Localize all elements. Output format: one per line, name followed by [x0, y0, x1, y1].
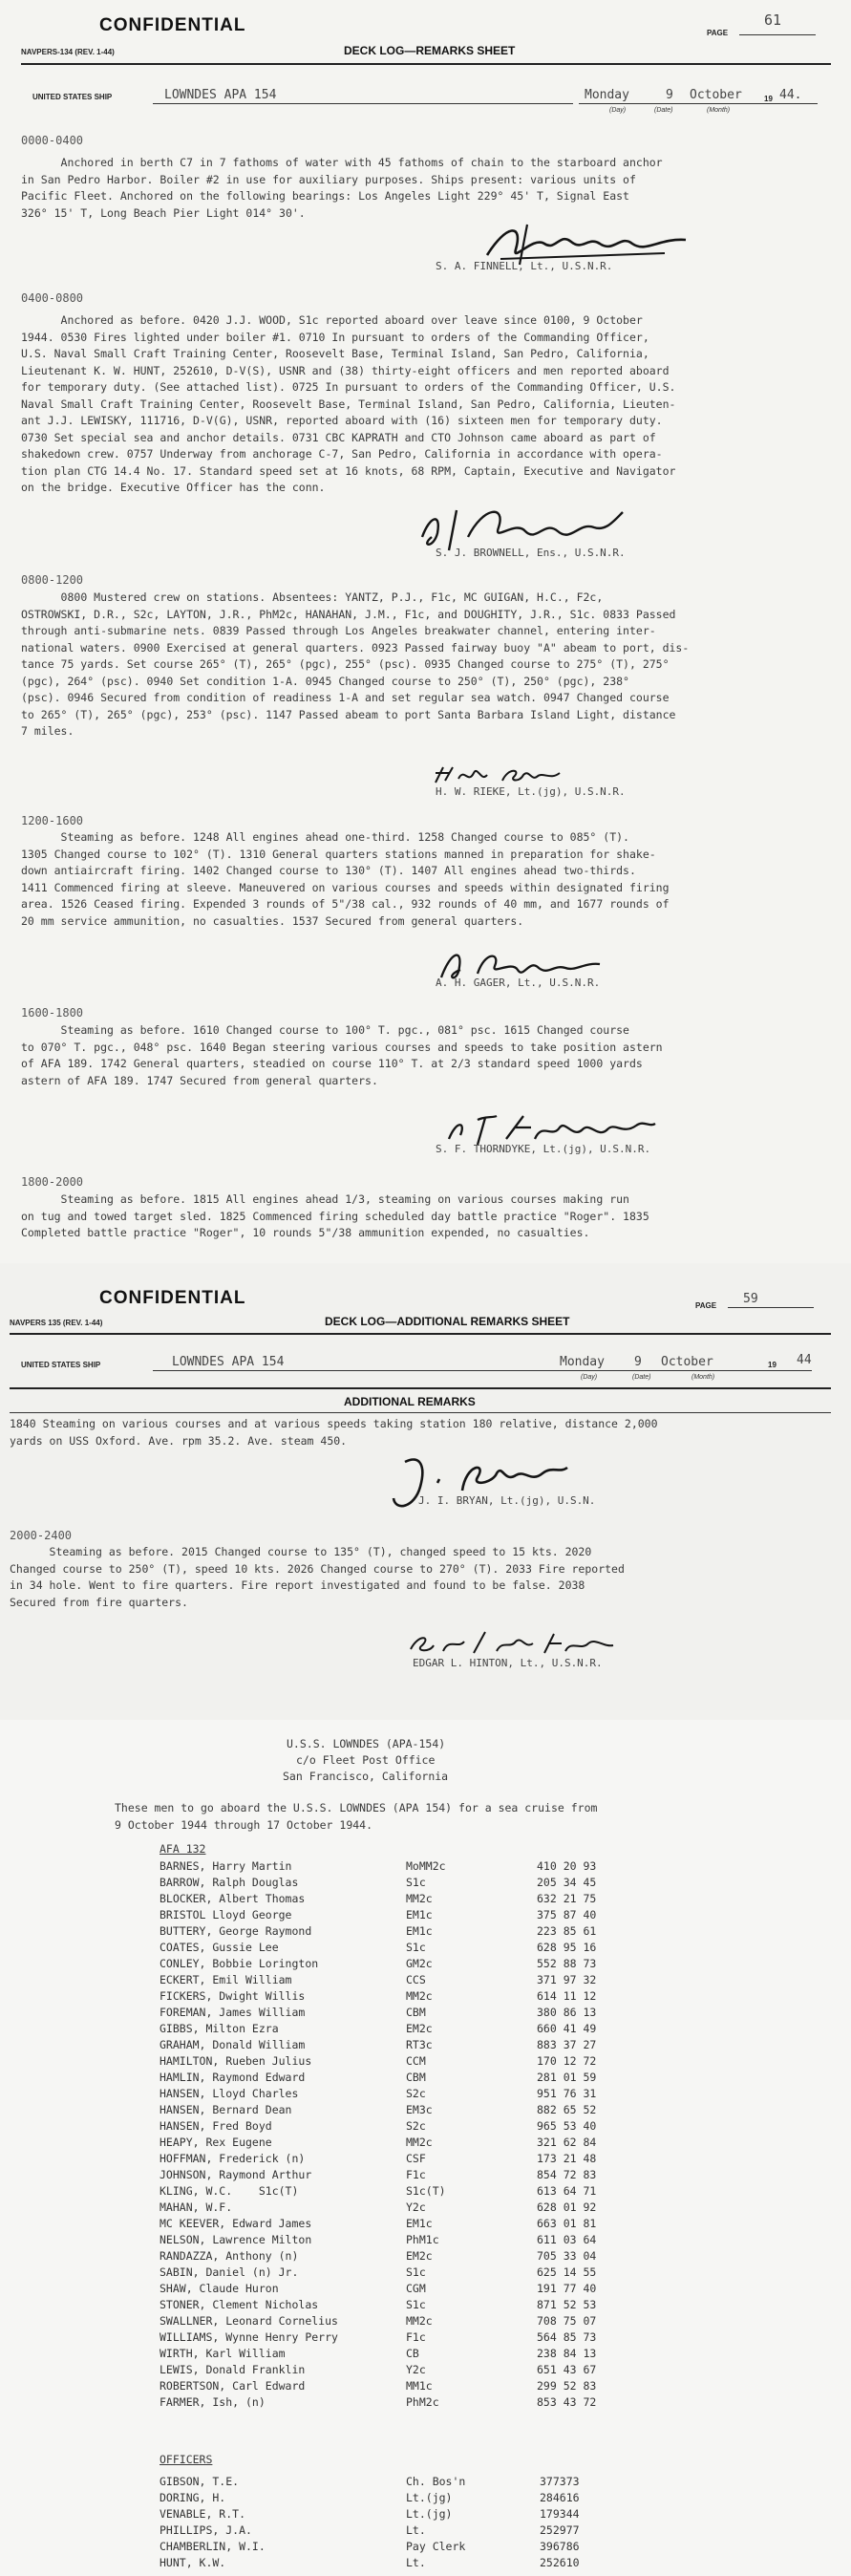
roster-name: CONLEY, Bobbie Lorington [160, 1957, 319, 1970]
roster-name: FARMER, Ish, (n) [160, 2395, 266, 2409]
roster-service-number: 205 34 45 [537, 1876, 597, 1889]
roster-name: HANSEN, Fred Boyd [160, 2119, 272, 2133]
roster-row [0, 2136, 851, 2152]
roster-rate: EM2c [406, 2022, 433, 2035]
roster-name: MAHAN, W.F. [160, 2200, 233, 2214]
signature-name: EDGAR L. HINTON, Lt., U.S.N.R. [413, 1657, 603, 1669]
roster-rate: CBM [406, 2071, 426, 2084]
log-date: 9 [666, 88, 673, 102]
roster-service-number: 170 12 72 [537, 2054, 597, 2068]
roster-name: CHAMBERLIN, W.I. [160, 2540, 266, 2553]
roster-row [0, 2556, 851, 2572]
roster-name: HAMILTON, Rueben Julius [160, 2054, 312, 2068]
log-year: 44. [779, 88, 802, 102]
roster-service-number: 628 95 16 [537, 1941, 597, 1954]
year-prefix: 19 [768, 1361, 777, 1369]
roster-row [0, 2184, 851, 2200]
roster-rate: S1c [406, 1876, 426, 1889]
roster-name: ECKERT, Emil William [160, 1973, 292, 1986]
roster-service-number: 660 41 49 [537, 2022, 597, 2035]
roster-rate: EM2c [406, 2249, 433, 2263]
roster-row [0, 2103, 851, 2119]
roster-rate: MM1c [406, 2379, 433, 2393]
signature-name: S. A. FINNELL, Lt., U.S.N.R. [436, 260, 613, 272]
watch-heading: 0000-0400 [21, 134, 84, 147]
roster-service-number: 651 43 67 [537, 2363, 597, 2376]
roster-row [0, 1989, 851, 2006]
page-number: 59 [743, 1292, 758, 1306]
roster-rate: S1c(T) [406, 2184, 446, 2198]
roster-service-number: 252610 [540, 2556, 580, 2569]
roster-rate: PhM1c [406, 2233, 439, 2246]
roster-row [0, 2282, 851, 2298]
roster-rate: Lt. [406, 2523, 426, 2537]
roster-row [0, 2087, 851, 2103]
roster-service-number: 614 11 12 [537, 1989, 597, 2003]
roster-rate: CBM [406, 2006, 426, 2019]
log-month: October [690, 88, 742, 102]
ship-name: LOWNDES APA 154 [172, 1355, 285, 1369]
watch-heading: 1600-1800 [21, 1006, 84, 1020]
deck-log-additional-remarks-sheet [0, 1263, 851, 1720]
ship-label: UNITED STATES SHIP [32, 93, 113, 101]
form-title: DECK LOG—ADDITIONAL REMARKS SHEET [325, 1315, 570, 1328]
roster-header-ship: U.S.S. LOWNDES (APA-154) [287, 1737, 446, 1750]
roster-name: BUTTERY, George Raymond [160, 1924, 312, 1938]
roster-service-number: 252977 [540, 2523, 580, 2537]
roster-rate: MM2c [406, 1892, 433, 1905]
ship-label: UNITED STATES SHIP [21, 1361, 101, 1369]
roster-name: SABIN, Daniel (n) Jr. [160, 2265, 299, 2279]
roster-row [0, 2523, 851, 2540]
roster-name: WILLIAMS, Wynne Henry Perry [160, 2330, 338, 2344]
roster-name: FOREMAN, James William [160, 2006, 306, 2019]
roster-name: HUNT, K.W. [160, 2556, 226, 2569]
roster-row [0, 1957, 851, 1973]
roster-service-number: 854 72 83 [537, 2168, 597, 2181]
roster-row [0, 2200, 851, 2217]
caption-day: (Day) [581, 1374, 598, 1381]
roster-rate: F1c [406, 2330, 426, 2344]
log-entry-text: Steaming as before. 1610 Changed course to 100° T. pgc., 081° psc. 1615 Changed course to 070° T. pgc., 048° psc. 1640 Began steering various courses and speeds to take position astern of AFA 189. 1742 General quarters, steadied on course 110° T. at 2/3 standard speed 1000 yards astern of AFA 189. 1747 Secured from general quarters. [21, 1023, 663, 1087]
signature-name: S. F. THORNDYKE, Lt.(jg), U.S.N.R. [436, 1143, 651, 1155]
roster-name: PHILLIPS, J.A. [160, 2523, 252, 2537]
roster-name: HANSEN, Bernard Dean [160, 2103, 292, 2116]
temporary-duty-roster [0, 1720, 851, 2576]
roster-name: HAMLIN, Raymond Edward [160, 2071, 306, 2084]
roster-rate: MM2c [406, 1989, 433, 2003]
roster-name: BARROW, Ralph Douglas [160, 1876, 299, 1889]
roster-row [0, 2540, 851, 2556]
caption-month: (Month) [707, 107, 731, 114]
roster-row [0, 2475, 851, 2491]
roster-service-number: 705 33 04 [537, 2249, 597, 2263]
roster-service-number: 173 21 48 [537, 2152, 597, 2165]
roster-name: JOHNSON, Raymond Arthur [160, 2168, 312, 2181]
roster-name: VENABLE, R.T. [160, 2507, 246, 2521]
watch-heading: 0400-0800 [21, 291, 84, 305]
roster-service-number: 179344 [540, 2507, 580, 2521]
roster-service-number: 883 37 27 [537, 2038, 597, 2051]
roster-name: BLOCKER, Albert Thomas [160, 1892, 306, 1905]
roster-row [0, 1908, 851, 1924]
roster-rate: MM2c [406, 2136, 433, 2149]
roster-rate: EM1c [406, 1908, 433, 1921]
roster-row [0, 2168, 851, 2184]
roster-row [0, 1859, 851, 1876]
roster-service-number: 871 52 53 [537, 2298, 597, 2311]
roster-rate: EM1c [406, 1924, 433, 1938]
roster-service-number: 663 01 81 [537, 2217, 597, 2230]
roster-rate: F1c [406, 2168, 426, 2181]
roster-row [0, 2507, 851, 2523]
form-id: NAVPERS-134 (REV. 1-44) [21, 48, 115, 56]
roster-header-city: San Francisco, California [283, 1770, 449, 1783]
roster-row [0, 2006, 851, 2022]
roster-row [0, 2054, 851, 2071]
log-entry-text: Steaming as before. 2015 Changed course to 135° (T), changed speed to 15 kts. 2020 Changed course to 250° (T), speed 10 kts. 2026 Changed course to 270° (T). 2033 Fire reported in 34 hole. Went to fire quarters. Fire report investigated and found to be false. 2038 Secured from fire quarters. [10, 1545, 625, 1609]
roster-group-title: AFA 132 [160, 1842, 206, 1856]
roster-row [0, 1876, 851, 1892]
roster-name: KLING, W.C. S1c(T) [160, 2184, 299, 2198]
log-entry-text: Steaming as before. 1248 All engines ahead one-third. 1258 Changed course to 085° (T). 1305 Changed course to 102° (T). 1310 General quarters stations manned in preparation for shake- down antiaircraft firing. 1402 Changed course to 130° (T). 1407 All engines ahead two-thirds. 1411 Commenced firing at sleeve. Maneuvered on various courses and speeds within designated firing area. 1526 Ceased firing. Expended 3 rounds of 5"/38 cal., 932 rounds of 40 mm, and 1677 rounds of 20 mm service ammunition, no casualties. 1537 Secured from general quarters. [21, 830, 670, 928]
roster-name: HANSEN, Lloyd Charles [160, 2087, 299, 2100]
roster-rate: CSF [406, 2152, 426, 2165]
roster-service-number: 965 53 40 [537, 2119, 597, 2133]
roster-row [0, 1892, 851, 1908]
roster-service-number: 853 43 72 [537, 2395, 597, 2409]
roster-row [0, 2491, 851, 2507]
roster-name: FICKERS, Dwight Willis [160, 1989, 306, 2003]
roster-name: MC KEEVER, Edward James [160, 2217, 312, 2230]
caption-date: (Date) [654, 107, 673, 114]
caption-month: (Month) [691, 1374, 715, 1381]
roster-row [0, 1941, 851, 1957]
roster-service-number: 396786 [540, 2540, 580, 2553]
roster-service-number: 284616 [540, 2491, 580, 2504]
watch-heading: 1800-2000 [21, 1175, 84, 1189]
roster-rate: S1c [406, 2265, 426, 2279]
roster-service-number: 613 64 71 [537, 2184, 597, 2198]
roster-name: RANDAZZA, Anthony (n) [160, 2249, 299, 2263]
roster-rate: CB [406, 2347, 419, 2360]
roster-service-number: 223 85 61 [537, 1924, 597, 1938]
confidential-header: CONFIDENTIAL [99, 15, 246, 35]
log-year: 44 [797, 1353, 812, 1367]
caption-day: (Day) [609, 107, 627, 114]
roster-rate: S1c [406, 2298, 426, 2311]
officers-title: OFFICERS [160, 2453, 213, 2466]
roster-row [0, 2379, 851, 2395]
roster-rate: EM3c [406, 2103, 433, 2116]
form-id: NAVPERS 135 (REV. 1-44) [10, 1319, 103, 1327]
roster-name: HEAPY, Rex Eugene [160, 2136, 272, 2149]
roster-row [0, 1973, 851, 1989]
log-entry-text: Anchored as before. 0420 J.J. WOOD, S1c reported aboard over leave since 0100, 9 October 1944. 0530 Fires lighted under boiler #1. 0710 In pursuant to orders of the Commanding Officer, U.S. Naval Small Craft Training Center, Roosevelt Base, Terminal Island, San Pedro, California, Lieutenant K. W. HUNT, 252610, D-V(S), USNR and (38) thirty-eight officers and men reported aboard for temporary duty. (See attached list). 0725 In pursuant to orders of the Commanding Officer, U.S. Naval Small Craft Training Center, Roosevelt Base, Terminal Island, San Pedro, California, Lieuten- ant J.J. LEWISKY, 111716, D-V(G), USNR, reported aboard with (16) sixteen men for temporary duty. 0730 Set special sea and anchor details. 0731 CBC KAPRATH and CTO Johnson came aboard as part of shakedown crew. 0757 Underway from anchorage C-7, San Pedro, California in accordance with opera- tion plan CTG 14.4 No. 17. Standard speed set at 16 knots, 68 RPM, Captain, Executive and Navigator on the bridge. Executive Officer has the conn. [21, 313, 676, 494]
roster-rate: MM2c [406, 2314, 433, 2328]
roster-service-number: 628 01 92 [537, 2200, 597, 2214]
roster-name: GIBSON, T.E. [160, 2475, 240, 2488]
roster-name: BRISTOL Lloyd George [160, 1908, 292, 1921]
roster-service-number: 375 87 40 [537, 1908, 597, 1921]
roster-name: BARNES, Harry Martin [160, 1859, 292, 1873]
page-number: 61 [764, 11, 782, 29]
roster-row [0, 2233, 851, 2249]
roster-rate: EM1c [406, 2217, 433, 2230]
roster-name: STONER, Clement Nicholas [160, 2298, 319, 2311]
roster-rate: S1c [406, 1941, 426, 1954]
roster-service-number: 380 86 13 [537, 2006, 597, 2019]
roster-name: GRAHAM, Donald William [160, 2038, 306, 2051]
roster-service-number: 299 52 83 [537, 2379, 597, 2393]
roster-row [0, 2265, 851, 2282]
roster-row [0, 1924, 851, 1941]
watch-heading: 2000-2400 [10, 1529, 73, 1542]
roster-service-number: 281 01 59 [537, 2071, 597, 2084]
roster-rate: GM2c [406, 1957, 433, 1970]
roster-service-number: 882 65 52 [537, 2103, 597, 2116]
roster-rate: Y2c [406, 2363, 426, 2376]
roster-name: LEWIS, Donald Franklin [160, 2363, 306, 2376]
roster-row [0, 2038, 851, 2054]
roster-rate: PhM2c [406, 2395, 439, 2409]
roster-row [0, 2152, 851, 2168]
roster-row [0, 2119, 851, 2136]
roster-row [0, 2363, 851, 2379]
roster-service-number: 410 20 93 [537, 1859, 597, 1873]
roster-name: HOFFMAN, Frederick (n) [160, 2152, 306, 2165]
signature-name: H. W. RIEKE, Lt.(jg), U.S.N.R. [436, 785, 626, 798]
roster-name: WIRTH, Karl William [160, 2347, 286, 2360]
handwritten-signature [382, 1445, 573, 1521]
log-day: Monday [560, 1355, 605, 1369]
roster-rate: MoMM2c [406, 1859, 446, 1873]
log-entry-text: Steaming as before. 1815 All engines ahead 1/3, steaming on various courses making run on tug and towed target sled. 1825 Commenced firing scheduled day battle practice "Roger". 1835 Completed battle practice "Roger", 10 rounds 5"/38 ammunition expended, no casualties. [21, 1192, 649, 1239]
roster-name: SHAW, Claude Huron [160, 2282, 279, 2295]
log-month: October [661, 1355, 713, 1369]
roster-rate: Y2c [406, 2200, 426, 2214]
roster-service-number: 552 88 73 [537, 1957, 597, 1970]
roster-service-number: 611 03 64 [537, 2233, 597, 2246]
roster-row [0, 2249, 851, 2265]
watch-heading: 1200-1600 [21, 814, 84, 827]
roster-rate: CCS [406, 1973, 426, 1986]
roster-rate: S2c [406, 2119, 426, 2133]
roster-name: NELSON, Lawrence Milton [160, 2233, 312, 2246]
roster-service-number: 632 21 75 [537, 1892, 597, 1905]
form-title: DECK LOG—REMARKS SHEET [344, 44, 516, 57]
roster-name: ROBERTSON, Carl Edward [160, 2379, 306, 2393]
deck-log-remarks-sheet [0, 0, 851, 1263]
signature-name: A. H. GAGER, Lt., U.S.N.R. [436, 977, 601, 989]
roster-name: DORING, H. [160, 2491, 226, 2504]
signature-name: J. I. BRYAN, Lt.(jg), U.S.N. [418, 1494, 596, 1507]
roster-rate: Lt. [406, 2556, 426, 2569]
roster-service-number: 625 14 55 [537, 2265, 597, 2279]
page-label: PAGE [695, 1301, 717, 1310]
roster-rate: Lt.(jg) [406, 2507, 453, 2521]
roster-service-number: 191 77 40 [537, 2282, 597, 2295]
roster-rate: RT3c [406, 2038, 433, 2051]
roster-row [0, 2022, 851, 2038]
log-entry-text: Anchored in berth C7 in 7 fathoms of water with 45 fathoms of chain to the starboard anchor in San Pedro Harbor. Boiler #2 in use for auxiliary purposes. Ships present: various units of Pacific Fleet. Anchored on the following bearings: Los Angeles Light 229° 45' T, Signal East 326° 15' T, Long Beach Pier Light 014° 30'. [21, 156, 663, 220]
roster-service-number: 708 75 07 [537, 2314, 597, 2328]
roster-row [0, 2217, 851, 2233]
roster-row [0, 2314, 851, 2330]
roster-rate: Ch. Bos'n [406, 2475, 466, 2488]
roster-rate: CGM [406, 2282, 426, 2295]
log-entry-text: 0800 Mustered crew on stations. Absentees: YANTZ, P.J., F1c, MC GUIGAN, H.C., F2c, OSTROWSKI, D.R., S2c, LAYTON, J.R., PhM2c, HANAHAN, J.M., F1c, and DOUGHITY, J.R., S1c. 0833 Passed through anti-submarine nets. 0839 Passed through Los Angeles breakwater channel, entering inter- national waters. 0900 Exercised at general quarters. 0923 Passed fairway buoy "A" abeam to port, dis- tance 75 yards. Set course 265° (T), 265° (pgc), 255° (psc). 0935 Changed course to 275° (T), 275° (pgc), 264° (psc). 0940 Set condition 1-A. 0945 Changed course to 250° (T), 250° (pgc), 238° (psc). 0946 Secured from condition of readiness 1-A and set regular sea watch. 0947 Changed course to 265° (T), 265° (pgc), 253° (psc). 1147 Passed abeam to port Santa Barbara Island Light, distance 7 miles. [21, 590, 690, 738]
roster-service-number: 238 84 13 [537, 2347, 597, 2360]
roster-service-number: 951 76 31 [537, 2087, 597, 2100]
roster-rate: S2c [406, 2087, 426, 2100]
roster-service-number: 564 85 73 [537, 2330, 597, 2344]
roster-service-number: 321 62 84 [537, 2136, 597, 2149]
roster-rate: CCM [406, 2054, 426, 2068]
roster-intro: These men to go aboard the U.S.S. LOWNDES (APA 154) for a sea cruise from 9 October 1944 through 17 October 1944. [115, 1801, 598, 1832]
roster-name: SWALLNER, Leonard Cornelius [160, 2314, 338, 2328]
roster-name: GIBBS, Milton Ezra [160, 2022, 279, 2035]
log-day: Monday [585, 88, 629, 102]
watch-heading: 0800-1200 [21, 573, 84, 587]
additional-remarks-title: ADDITIONAL REMARKS [344, 1395, 476, 1408]
roster-rate: Pay Clerk [406, 2540, 466, 2553]
signature-name: S. J. BROWNELL, Ens., U.S.N.R. [436, 547, 626, 559]
roster-name: COATES, Gussie Lee [160, 1941, 279, 1954]
page-label: PAGE [707, 29, 729, 37]
roster-service-number: 377373 [540, 2475, 580, 2488]
roster-rate: Lt.(jg) [406, 2491, 453, 2504]
ship-name: LOWNDES APA 154 [164, 88, 277, 102]
roster-row [0, 2395, 851, 2412]
log-entry-text: 1840 Steaming on various courses and at various speeds taking station 180 relative, distance 2,000 yards on USS Oxford. Ave. rpm 35.2. Ave. steam 450. [10, 1417, 658, 1448]
roster-row [0, 2071, 851, 2087]
roster-row [0, 2330, 851, 2347]
roster-service-number: 371 97 32 [537, 1973, 597, 1986]
caption-date: (Date) [632, 1374, 651, 1381]
roster-header-address: c/o Fleet Post Office [296, 1753, 436, 1767]
roster-row [0, 2298, 851, 2314]
confidential-header: CONFIDENTIAL [99, 1288, 246, 1308]
roster-row [0, 2347, 851, 2363]
year-prefix: 19 [764, 95, 773, 103]
log-date: 9 [634, 1355, 642, 1369]
